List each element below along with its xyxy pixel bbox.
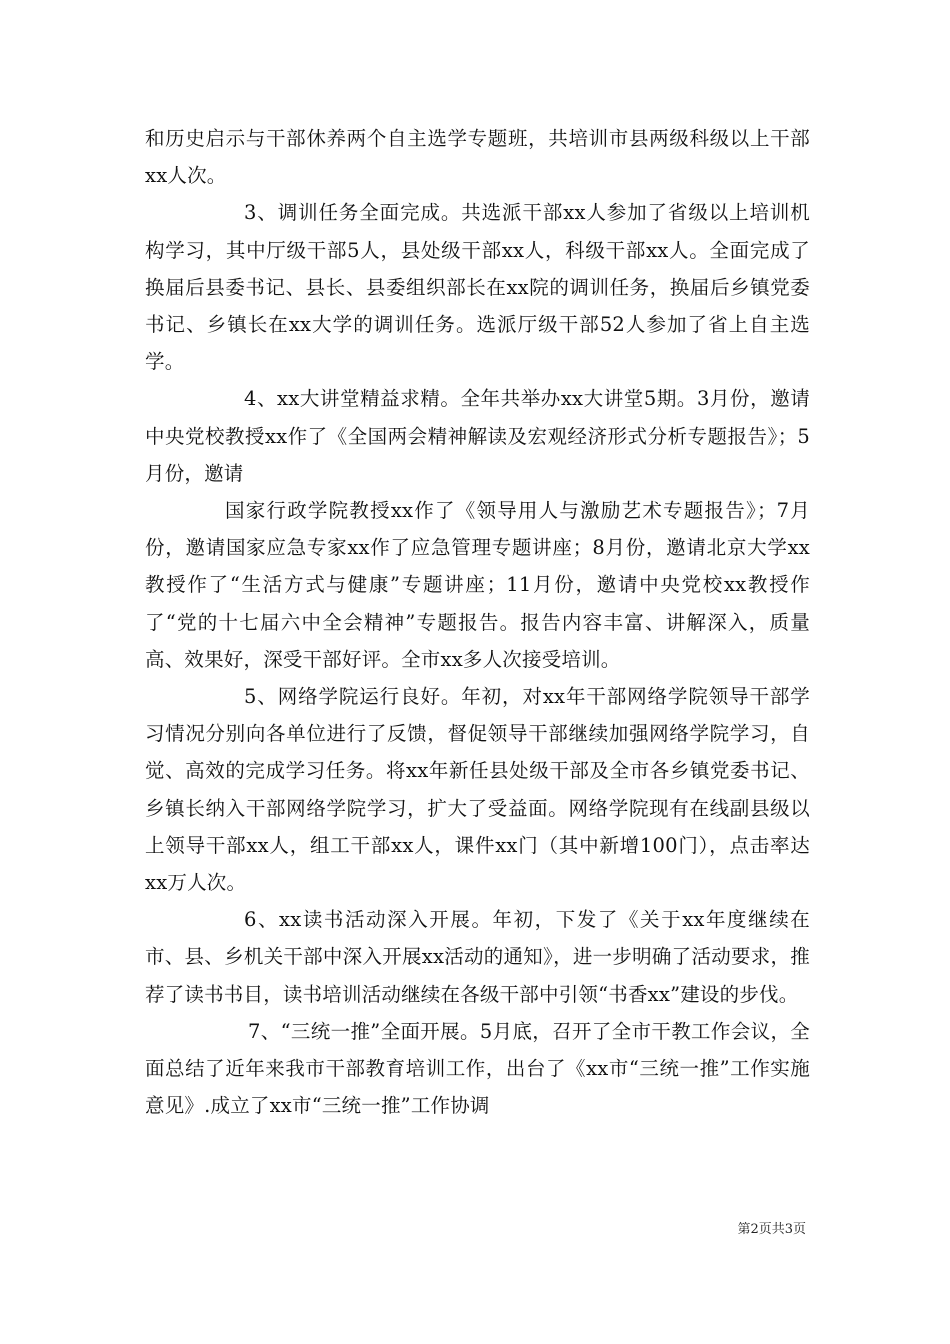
paragraph-item-7: 7、“三统一推”全面开展。5月底，召开了全市干教工作会议，全面总结了近年来我市干部教育培训工作，出台了《xx市“三统一推”工作实施意见》.成立了xx市“三统一推”工作协调 [145,1019,810,1118]
paragraph-continuation: 和历史启示与干部休养两个自主选学专题班，共培训市县两级科级以上干部xx人次。 [145,127,810,188]
paragraph-item-4: 4、xx大讲堂精益求精。全年共举办xx大讲堂5期。3月份，邀请中央党校教授xx作了《全国两会精神解读及宏观经济形式分析专题报告》；5月份，邀请 [145,387,810,485]
paragraph-item-5: 5、网络学院运行良好。年初，对xx年干部网络学院领导干部学习情况分别向各单位进行了反馈，督促领导干部继续加强网络学院学习，自觉、高效的完成学习任务。将xx年新任县处级干部及全市各乡镇党委书记、乡镇长纳入干部网络学院学习，扩大了受益面。网络学院现有在线副县级以上领导干部xx人，组工干部xx人，课件xx门（其中新增100门），点击率达xx万人次。 [145,685,810,895]
document-body [145,120,810,1124]
page-number-footer: 第2页共3页 [737,1222,806,1237]
paragraph-item-4-continued: 国家行政学院教授xx作了《领导用人与激励艺术专题报告》；7月份，邀请国家应急专家xx作了应急管理专题讲座；8月份，邀请北京大学xx教授作了“生活方式与健康”专题讲座；11月份，邀请中央党校xx教授作了“党的十七届六中全会精神”专题报告。报告内容丰富、讲解深入，质量高、效果好，深受干部好评。全市xx多人次接受培训。 [145,499,810,671]
paragraph-item-3: 3、调训任务全面完成。共选派干部xx人参加了省级以上培训机构学习，其中厅级干部5人，县处级干部xx人，科级干部xx人。全面完成了换届后县委书记、县长、县委组织部长在xx院的调训任务，换届后乡镇党委书记、乡镇长在xx大学的调训任务。选派厅级干部52人参加了省上自主选学。 [145,201,810,374]
paragraph-item-6: 6、xx读书活动深入开展。年初，下发了《关于xx年度继续在市、县、乡机关干部中深入开展xx活动的通知》，进一步明确了活动要求，推荐了读书书目，读书培训活动继续在各级干部中引领“书香xx”建设的步伐。 [145,908,810,1006]
